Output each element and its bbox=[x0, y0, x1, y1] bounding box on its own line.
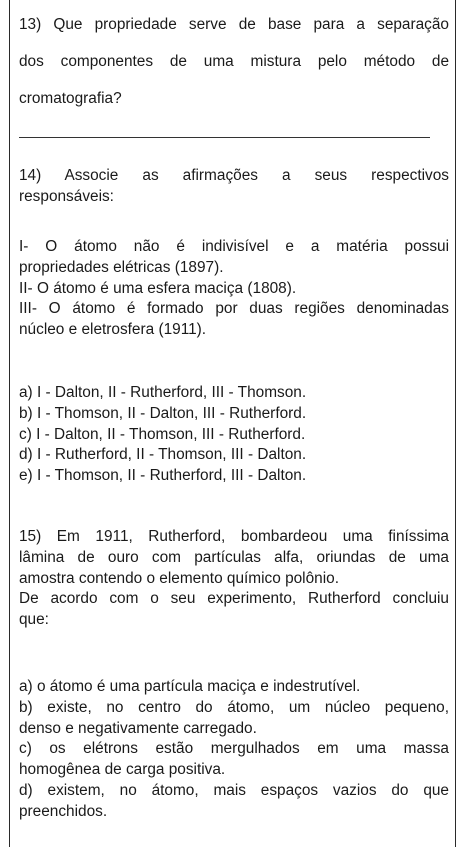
option-a: a) I - Dalton, II - Rutherford, III - Thomson. bbox=[19, 384, 307, 401]
question-13 bbox=[19, 6, 449, 117]
statement-line: propriedades elétricas (1897). bbox=[19, 258, 224, 276]
option-b-continued: denso e negativamente carregado. bbox=[19, 719, 257, 737]
question-13-line: dos componentes de uma mistura pelo método de bbox=[19, 53, 449, 70]
option-b: b) existe, no centro do átomo, um núcleo pequeno, bbox=[19, 698, 449, 716]
answer-blank-line bbox=[19, 137, 430, 138]
option-c-continued: homogênea de carga positiva. bbox=[19, 761, 226, 779]
question-15-intro-line: que: bbox=[19, 611, 49, 629]
option-e: e) I - Thomson, II - Rutherford, III - Dalton. bbox=[19, 467, 307, 485]
question-15-intro-line: lâmina de ouro com partículas alfa, oriundas de uma bbox=[19, 548, 449, 566]
question-15-intro bbox=[19, 527, 449, 631]
option-d-continued: preenchidos. bbox=[19, 802, 108, 820]
question-14-intro-line: 14) Associe as afirmações a seus respectivos bbox=[19, 167, 449, 184]
question-14-intro-line: responsáveis: bbox=[19, 187, 114, 205]
question-15-options bbox=[19, 677, 449, 823]
option-c: c) I - Dalton, II - Thomson, III - Rutherford. bbox=[19, 425, 306, 443]
question-13-line: 13) Que propriedade serve de base para a separação bbox=[19, 16, 449, 33]
question-15-intro-line: amostra contendo o elemento químico polônio. bbox=[19, 569, 339, 587]
option-d: d) I - Rutherford, II - Thomson, III - Dalton. bbox=[19, 446, 307, 464]
question-15-intro-line: 15) Em 1911, Rutherford, bombardeou uma finíssima bbox=[19, 528, 449, 545]
question-13-line: cromatografia? bbox=[19, 90, 122, 107]
option-d: d) existem, no átomo, mais espaços vazios do que bbox=[19, 781, 449, 799]
statement-line: II- O átomo é uma esfera maciça (1808). bbox=[19, 279, 297, 297]
question-14-statements bbox=[19, 237, 449, 341]
option-b: b) I - Thomson, II - Dalton, III - Rutherford. bbox=[19, 404, 307, 422]
question-15-intro-line: De acordo com o seu experimento, Rutherford concluiu bbox=[19, 590, 449, 608]
statement-line: I- O átomo não é indivisível e a matéria possui bbox=[19, 238, 449, 255]
option-a: a) o átomo é uma partícula maciça e indestrutível. bbox=[19, 678, 361, 695]
statement-line: núcleo e eletrosfera (1911). bbox=[19, 321, 207, 339]
option-c: c) os elétrons estão mergulhados em uma massa bbox=[19, 740, 449, 758]
question-14-intro bbox=[19, 166, 449, 208]
question-14-options bbox=[19, 383, 449, 487]
statement-line: III- O átomo é formado por duas regiões denominadas bbox=[19, 300, 449, 318]
